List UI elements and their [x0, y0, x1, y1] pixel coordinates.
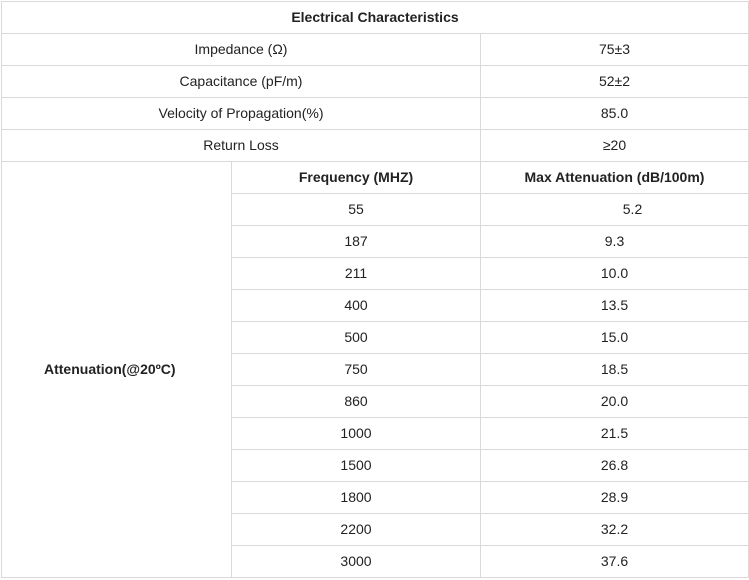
attenuation-cell: 20.0: [481, 386, 749, 418]
attenuation-label: Attenuation(@20ºC): [2, 162, 232, 578]
frequency-cell: 187: [232, 226, 481, 258]
frequency-column-header: Frequency (MHZ): [232, 162, 481, 194]
attenuation-cell: 9.3: [481, 226, 749, 258]
attenuation-cell: 32.2: [481, 514, 749, 546]
return-loss-label: Return Loss: [2, 130, 481, 162]
frequency-cell: 400: [232, 290, 481, 322]
attenuation-cell: 28.9: [481, 482, 749, 514]
attenuation-header-row: [2, 162, 749, 194]
impedance-value: 75±3: [481, 34, 749, 66]
table-row: [2, 66, 749, 98]
velocity-label: Velocity of Propagation(%): [2, 98, 481, 130]
attenuation-cell: 18.5: [481, 354, 749, 386]
attenuation-cell: 37.6: [481, 546, 749, 578]
frequency-cell: 3000: [232, 546, 481, 578]
max-attenuation-column-header: Max Attenuation (dB/100m): [481, 162, 749, 194]
attenuation-cell: 10.0: [481, 258, 749, 290]
frequency-cell: 55: [232, 194, 481, 226]
frequency-cell: 211: [232, 258, 481, 290]
frequency-cell: 500: [232, 322, 481, 354]
table-row: [2, 98, 749, 130]
frequency-cell: 1000: [232, 418, 481, 450]
attenuation-cell: 13.5: [481, 290, 749, 322]
capacitance-value: 52±2: [481, 66, 749, 98]
frequency-cell: 750: [232, 354, 481, 386]
return-loss-value: ≥20: [481, 130, 749, 162]
impedance-label: Impedance (Ω): [2, 34, 481, 66]
frequency-cell: 860: [232, 386, 481, 418]
table-row: [2, 34, 749, 66]
attenuation-cell: 21.5: [481, 418, 749, 450]
velocity-value: 85.0: [481, 98, 749, 130]
electrical-characteristics-table: [1, 1, 749, 578]
table-row: [2, 130, 749, 162]
attenuation-cell: 26.8: [481, 450, 749, 482]
attenuation-cell: 5.2: [481, 194, 749, 226]
title-row: [2, 2, 749, 34]
frequency-cell: 2200: [232, 514, 481, 546]
frequency-cell: 1800: [232, 482, 481, 514]
frequency-cell: 1500: [232, 450, 481, 482]
table-title: Electrical Characteristics: [2, 2, 749, 34]
capacitance-label: Capacitance (pF/m): [2, 66, 481, 98]
attenuation-cell: 15.0: [481, 322, 749, 354]
